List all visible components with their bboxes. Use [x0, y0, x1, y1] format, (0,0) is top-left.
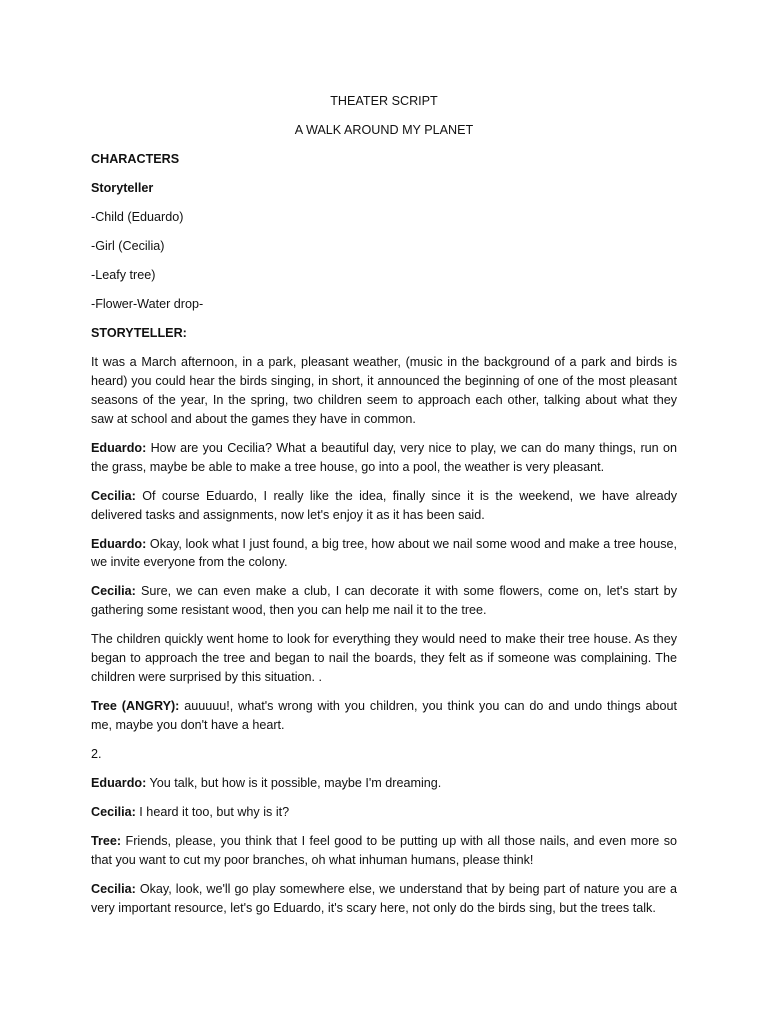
dialogue-text: Okay, look, we'll go play somewhere else, we understand that by being part of nature you are a very important resource, let's go Eduardo, it's scary here, not only do the birds sing, but the trees talk.	[91, 881, 677, 915]
speaker-name: Tree:	[91, 834, 122, 849]
dialogue-text: auuuuu!, what's wrong with you children, you think you can do and undo things about me, maybe you don't have a heart.	[91, 699, 677, 733]
document-subtitle: A WALK AROUND MY PLANET	[294, 123, 474, 137]
dialogue-text: Okay, look what I just found, a big tree, how about we nail some wood and make a tree house, we invite everyone from the colony.	[91, 536, 677, 570]
character-item: -Child (Eduardo)	[91, 210, 184, 224]
speaker-name: Cecilia:	[91, 881, 136, 896]
storyteller-heading: STORYTELLER:	[91, 326, 187, 340]
narration-paragraph: The children quickly went home to look for everything they would need to make their tree house. As they began to approach the tree and began to nail the boards, they felt as if someone was complaining. The children were surprised by this situation. .	[91, 632, 677, 685]
speaker-name: Cecilia:	[91, 584, 136, 599]
dialogue-line	[91, 487, 677, 525]
dialogue-text: How are you Cecilia? What a beautiful day, very nice to play, we can do many things, run on the grass, maybe be able to make a tree house, go into a pool, the weather is very pleasant.	[91, 440, 677, 474]
character-storyteller: Storyteller	[91, 181, 154, 195]
speaker-name: Eduardo:	[91, 440, 147, 455]
dialogue-line	[91, 774, 677, 793]
dialogue-line	[91, 880, 677, 918]
dialogue-text: You talk, but how is it possible, maybe I'm dreaming.	[146, 776, 442, 791]
dialogue-text: Sure, we can even make a club, I can decorate it with some flowers, come on, let's start by gathering some resistant wood, then you can help me nail it to the tree.	[91, 584, 677, 618]
document-page	[91, 92, 677, 928]
dialogue-line	[91, 439, 677, 477]
intro-paragraph: It was a March afternoon, in a park, pleasant weather, (music in the background of a park and birds is heard) you could hear the birds singing, in short, it announced the beginning of one of the most pleasant seasons of the year, In the spring, two children seem to approach each other, talking about what they saw at school and about the games they have in common.	[91, 355, 677, 426]
document-title: THEATER SCRIPT	[330, 94, 438, 108]
dialogue-text: I heard it too, but why is it?	[135, 805, 290, 820]
speaker-name: Cecilia:	[91, 805, 136, 820]
dialogue-line	[91, 832, 677, 870]
dialogue-line	[91, 535, 677, 573]
dialogue-line	[91, 803, 677, 822]
speaker-name: Tree (ANGRY):	[91, 699, 180, 714]
speaker-name: Eduardo:	[91, 536, 147, 551]
character-item: -Flower-Water drop-	[91, 297, 204, 311]
characters-heading: CHARACTERS	[91, 152, 180, 166]
dialogue-text: Friends, please, you think that I feel good to be putting up with all those nails, and even more so that you want to cut my poor branches, oh what inhuman humans, please think!	[91, 834, 677, 867]
speaker-name: Cecilia:	[91, 488, 136, 503]
dialogue-line	[91, 697, 677, 735]
character-item: -Girl (Cecilia)	[91, 239, 165, 253]
dialogue-line	[91, 582, 677, 620]
page-marker: 2.	[91, 747, 102, 762]
dialogue-text: Of course Eduardo, I really like the idea, finally since it is the weekend, we have already delivered tasks and assignments, now let's enjoy it as it has been said.	[91, 488, 677, 522]
speaker-name: Eduardo:	[91, 776, 147, 791]
character-item: -Leafy tree)	[91, 268, 156, 282]
